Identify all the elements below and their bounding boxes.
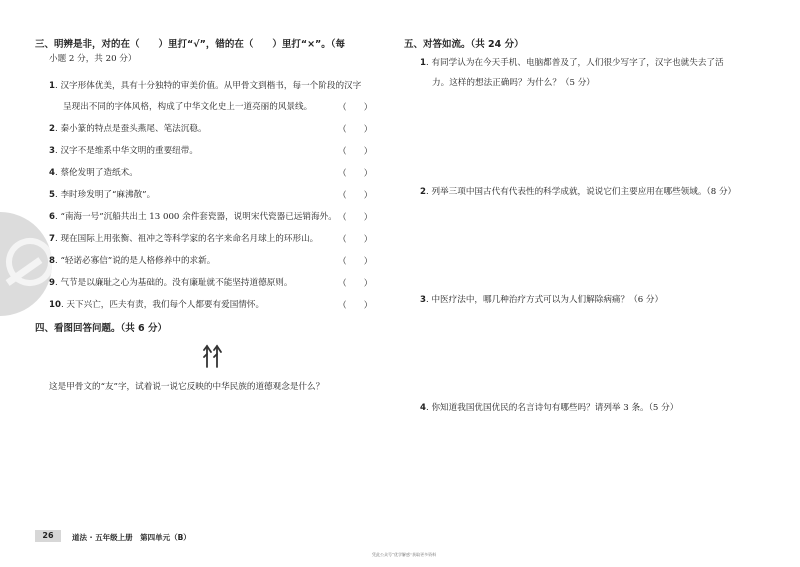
s5-item-1 [420,57,724,69]
s3-item-9 [49,277,292,289]
s3-item-2-num: 2 [49,124,55,134]
s3-item-9-paren: （ ） [338,279,373,289]
s3-item-4-num: 4 [49,168,55,178]
s3-item-10 [49,299,264,311]
s3-item-9-num: 9 [49,278,55,288]
s3-item-4 [49,167,138,179]
s3-item-8 [49,255,215,267]
section-3-title: 三、明辨是非，对的在（ ）里打“√”，错的在（ ）里打“×”。（每 [35,39,346,50]
s3-item-10-paren: （ ） [338,301,373,311]
s5-item-1-text2: 力。这样的想法正确吗？为什么？（5 分） [432,78,595,88]
section-5-title: 五、对答如流。（共 24 分） [404,39,524,50]
s3-item-2 [49,123,207,135]
s3-item-4-paren: （ ） [338,169,373,179]
oracle-you-glyph-icon [203,343,225,369]
s3-item-8-paren: （ ） [338,257,373,267]
s3-item-1-text: . 汉字形体优美，具有十分独特的审美价值。从甲骨文到楷书，每一个阶段的汉字 [54,81,362,91]
s3-item-8-num: 8 [49,256,55,266]
s3-item-7-text: . 现在国际上用张衡、祖冲之等科学家的名字来命名月球上的环形山。 [54,234,319,244]
s3-item-9-text: . 气节是以廉耻之心为基础的。没有廉耻就不能坚持道德原则。 [54,278,293,288]
s3-item-10-text: . 天下兴亡，匹夫有责，我们每个人都要有爱国情怀。 [60,300,265,310]
s3-item-3-num: 3 [49,146,55,156]
s3-item-2-paren: （ ） [338,125,373,135]
footer-text: 道法 · 五年级上册 第四单元（B） [72,533,191,542]
section-3-title-cont: 小题 2 分，共 20 分） [49,54,137,64]
s3-item-6 [49,211,337,223]
s5-item-3 [420,294,663,306]
watermark-stamp-icon [0,212,52,316]
s3-item-2-text: . 秦小篆的特点是蚕头燕尾、笔法沉稳。 [54,124,207,134]
s3-item-7-paren: （ ） [338,235,373,245]
oracle-you-character [203,343,225,373]
page-number: 26 [35,530,61,542]
s3-item-10-num: 10 [49,300,61,310]
s5-item-2 [420,186,736,198]
s5-item-4 [420,402,678,414]
s3-item-6-text: . “南海一号”沉船共出土 13 000 余件套瓷器，说明宋代瓷器已远销海外。 [54,212,337,222]
s3-item-8-text: . “轻诺必寡信”说的是人格修养中的求新。 [54,256,216,266]
s3-item-3-text: . 汉字不是维系中华文明的重要纽带。 [54,146,198,156]
s5-item-3-text: . 中医疗法中，哪几种治疗方式可以为人们解除病痛？（6 分） [425,295,664,305]
s5-item-4-num: 4 [420,403,426,413]
s3-item-5 [49,189,155,201]
s3-item-4-text: . 蔡伦发明了造纸术。 [54,168,138,178]
s3-item-7-num: 7 [49,234,55,244]
s3-item-6-num: 6 [49,212,55,222]
s5-item-4-text: . 你知道我国优国优民的名言诗句有哪些吗？请列举 3 条。（5 分） [425,403,679,413]
s3-item-5-paren: （ ） [338,191,373,201]
s5-item-3-num: 3 [420,295,426,305]
s3-item-3 [49,145,198,157]
footnote: 凭此公众号“优学解惑”获取更多资料 [372,552,437,557]
s3-item-5-text: . 李时珍发明了“麻沸散”。 [54,190,156,200]
section-4-title: 四、看图回答问题。（共 6 分） [35,323,167,334]
s3-item-1-paren: （ ） [338,103,373,113]
section-4-question: 这是甲骨文的“友”字，试着说一说它反映的中华民族的道德观念是什么？ [49,382,325,392]
s3-item-1-text2: 呈现出不同的字体风格，构成了中华文化史上一道亮丽的风景线。 [63,102,313,112]
s5-item-2-text: . 列举三项中国古代有代表性的科学成就，说说它们主要应用在哪些领域。（8 分） [425,187,737,197]
s3-item-1-num: 1 [49,81,55,91]
s5-item-1-num: 1 [420,58,426,68]
s5-item-2-num: 2 [420,187,426,197]
s3-item-6-paren: （ ） [338,213,373,223]
s3-item-3-paren: （ ） [338,147,373,157]
s3-item-1 [49,80,361,92]
s3-item-7 [49,233,318,245]
s3-item-5-num: 5 [49,190,55,200]
s5-item-1-text: . 有同学认为在今天手机、电脑都普及了，人们很少写字了，汉字也就失去了活 [425,58,724,68]
